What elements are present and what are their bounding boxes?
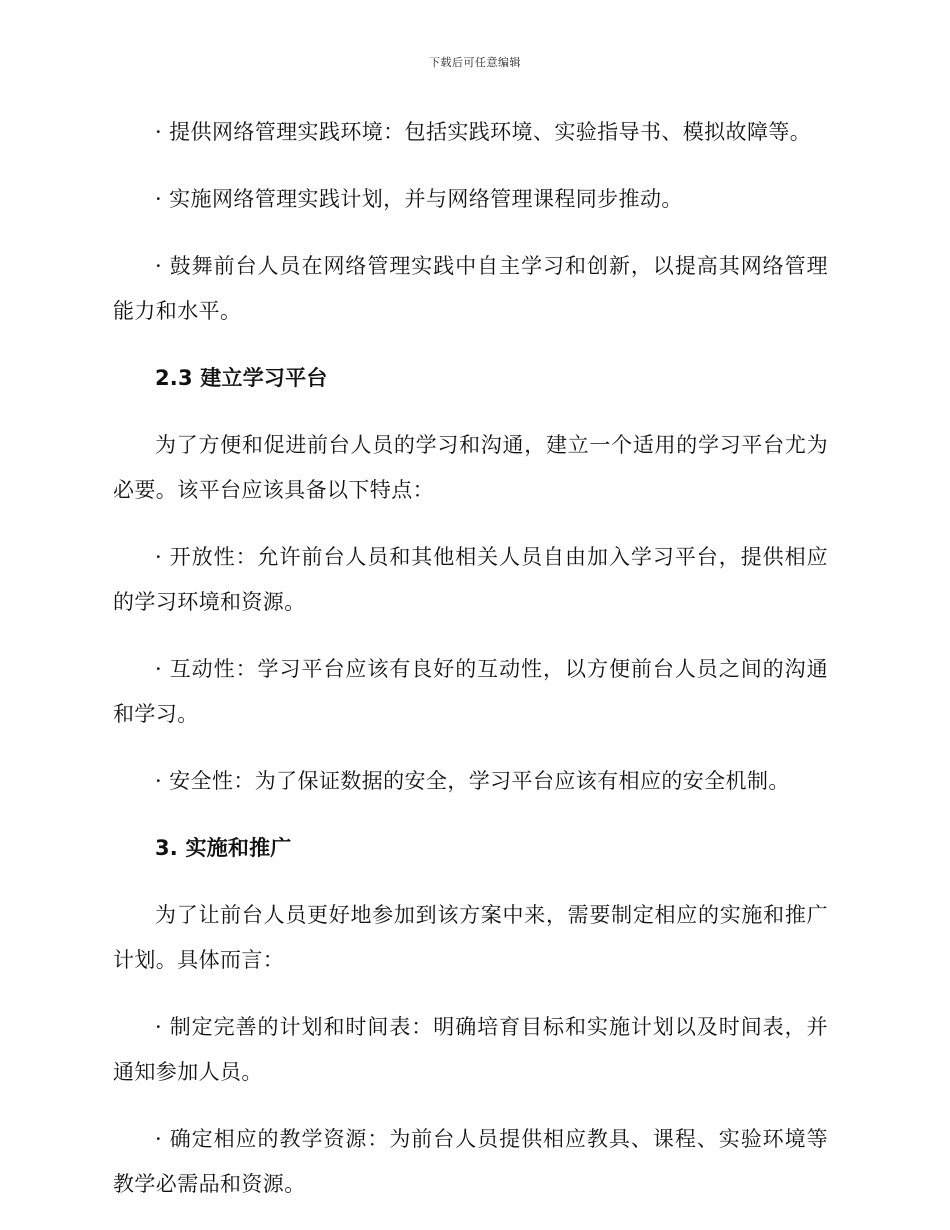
paragraph-encourage-self-learning: · 鼓舞前台人员在网络管理实践中自主学习和创新，以提高其网络管理能力和水平。 [113,254,828,323]
document-body [113,110,828,1229]
page-header: 下载后可任意编辑 [429,56,521,69]
paragraph-platform-intro: 为了方便和促进前台人员的学习和沟通，建立一个适用的学习平台尤为必要。该平台应该具备以下特点： [113,433,828,502]
paragraph-openness: · 开放性：允许前台人员和其他相关人员自由加入学习平台，提供相应的学习环境和资源。 [113,545,828,614]
paragraph-network-practice-environment: · 提供网络管理实践环境：包括实践环境、实验指导书、模拟故障等。 [155,120,812,144]
paragraph-network-practice-plan: · 实施网络管理实践计划，并与网络管理课程同步推动。 [155,187,683,211]
paragraph-teaching-resources: · 确定相应的教学资源：为前台人员提供相应教具、课程、实验环境等教学必需品和资源。 [113,1127,828,1196]
paragraph-interactivity: · 互动性：学习平台应该有良好的互动性，以方便前台人员之间的沟通和学习。 [113,657,828,726]
section-heading-learning-platform: 2.3 建立学习平台 [155,366,328,390]
paragraph-security: · 安全性：为了保证数据的安全，学习平台应该有相应的安全机制。 [155,769,790,793]
paragraph-implementation-intro: 为了让前台人员更好地参加到该方案中来，需要制定相应的实施和推广计划。具体而言： [113,903,828,972]
paragraph-plan-and-schedule: · 制定完善的计划和时间表：明确培育目标和实施计划以及时间表，并通知参加人员。 [113,1015,828,1084]
section-heading-implementation: 3. 实施和推广 [155,836,292,860]
